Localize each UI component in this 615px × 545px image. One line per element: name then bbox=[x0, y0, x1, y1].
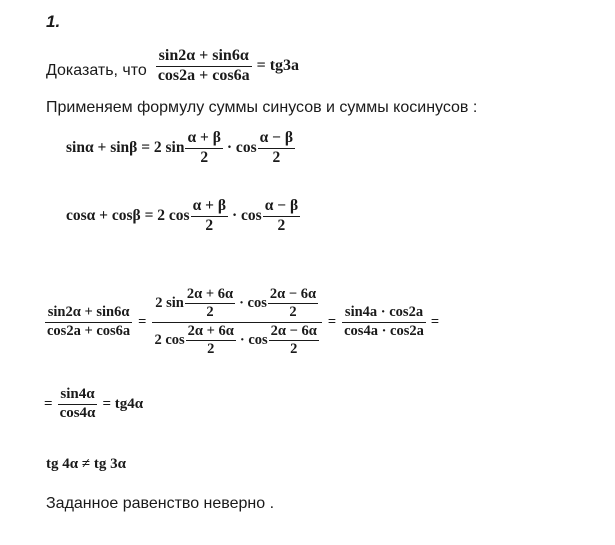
derivation-eq1: = bbox=[138, 313, 147, 330]
derivation-eq3: = bbox=[430, 313, 440, 330]
formula-cos-mid: · cos bbox=[232, 207, 262, 224]
formula-cos-frac2-den: 2 bbox=[277, 216, 286, 234]
derivation-rhs-den: cos4a · cos2a bbox=[344, 322, 424, 339]
formula-sin-frac2-num: α − β bbox=[259, 129, 294, 147]
intro-text: Применяем формулу суммы синусов и суммы косинусов : bbox=[46, 99, 478, 116]
big-den-frac2-den: 2 bbox=[290, 340, 298, 357]
big-den-prefix: 2 cos bbox=[154, 331, 185, 348]
prove-equals: = bbox=[256, 57, 266, 74]
result-fraction bbox=[58, 387, 98, 422]
result-den: cos4α bbox=[59, 404, 96, 421]
prove-denominator: cos2a + cos6a bbox=[157, 66, 250, 84]
derivation-big-fraction bbox=[152, 287, 321, 357]
problem-number: 1. bbox=[46, 12, 61, 31]
big-num-frac1-den: 2 bbox=[206, 304, 214, 321]
big-den-frac2-num: 2α − 6α bbox=[270, 322, 317, 339]
big-den-frac1-num: 2α + 6α bbox=[187, 322, 234, 339]
big-den-mid: · cos bbox=[239, 331, 268, 348]
big-num-mid: · cos bbox=[239, 295, 267, 312]
formula-sin-lhs: sinα + sinβ = 2 sin bbox=[66, 139, 185, 156]
big-den-frac1 bbox=[186, 324, 236, 357]
result bbox=[44, 380, 143, 428]
formula-sin bbox=[66, 124, 296, 172]
formula-sin-frac2 bbox=[258, 130, 295, 166]
formula-cos-frac2 bbox=[263, 198, 300, 234]
derivation-rhs-num: sin4a · cos2a bbox=[344, 304, 424, 321]
big-den-frac2 bbox=[269, 324, 319, 357]
formula-cos-frac1 bbox=[191, 198, 228, 234]
big-num-frac2 bbox=[268, 287, 318, 320]
derivation-big-numerator bbox=[153, 287, 321, 321]
formula-cos bbox=[66, 192, 301, 240]
derivation-lhs-num: sin2α + sin6α bbox=[47, 304, 130, 321]
big-num-frac2-den: 2 bbox=[289, 304, 297, 321]
formula-cos-lhs: cosα + cosβ = 2 cos bbox=[66, 207, 190, 224]
derivation-lhs-den: cos2a + cos6a bbox=[47, 322, 131, 339]
conclusion: Заданное равенство неверно . bbox=[46, 495, 275, 512]
inequality: tg 4α ≠ tg 3α bbox=[46, 456, 126, 472]
result-rhs: = tg4α bbox=[102, 395, 144, 412]
prove-statement bbox=[46, 34, 299, 98]
big-num-frac1 bbox=[185, 287, 235, 320]
prove-fraction bbox=[156, 48, 252, 85]
formula-cos-frac1-den: 2 bbox=[205, 216, 214, 234]
formula-sin-frac2-den: 2 bbox=[272, 148, 281, 166]
derivation-big-denominator bbox=[152, 323, 321, 357]
formula-cos-frac2-num: α − β bbox=[264, 197, 299, 215]
big-den-frac1-den: 2 bbox=[207, 340, 215, 357]
formula-sin-frac1-den: 2 bbox=[200, 148, 209, 166]
formula-sin-mid: · cos bbox=[226, 139, 257, 156]
big-num-frac1-num: 2α + 6α bbox=[186, 286, 234, 303]
result-eq: = bbox=[44, 395, 53, 412]
main-derivation bbox=[44, 276, 443, 368]
formula-cos-frac1-num: α + β bbox=[192, 197, 226, 215]
prove-numerator: sin2α + sin6α bbox=[158, 46, 249, 64]
formula-sin-frac1-num: α + β bbox=[187, 129, 221, 147]
derivation-lhs-fraction bbox=[45, 305, 132, 338]
result-num: sin4α bbox=[60, 385, 95, 402]
big-num-prefix: 2 sin bbox=[155, 295, 184, 312]
derivation-eq2: = bbox=[327, 313, 337, 330]
prove-label: Доказать, что bbox=[46, 62, 147, 79]
formula-sin-frac1 bbox=[185, 130, 222, 166]
prove-rhs: tg3a bbox=[269, 57, 300, 74]
big-num-frac2-num: 2α − 6α bbox=[269, 286, 317, 303]
derivation-rhs-fraction bbox=[342, 305, 426, 338]
